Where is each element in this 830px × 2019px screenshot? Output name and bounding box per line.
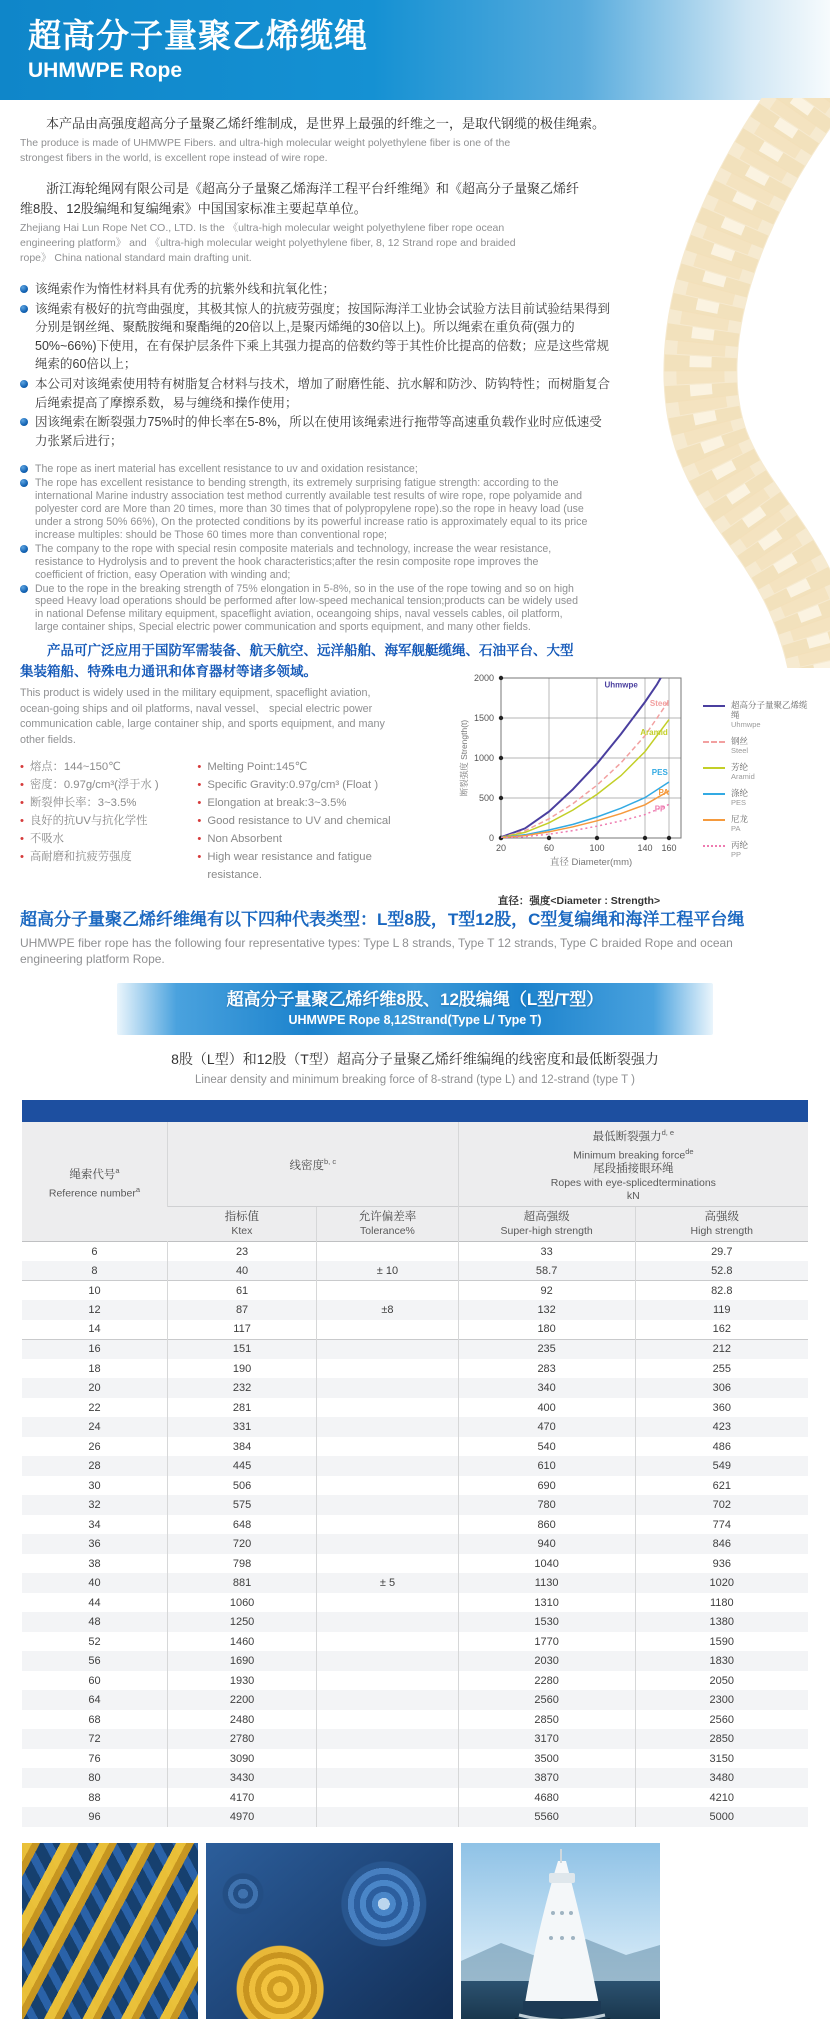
cell-super-high: 1040 [458, 1554, 635, 1574]
table-row [22, 1593, 808, 1613]
cell-high: 549 [635, 1456, 808, 1476]
application-paragraph-en: This product is widely used in the military equipment, spaceflight aviation, ocean-going ships and oil platforms, naval vessel、 special electric power communication cable, large container ship, and sports equipment, and many other fields. [20, 687, 385, 746]
cell-high: 1830 [635, 1651, 808, 1671]
legend-swatch [703, 793, 725, 795]
cell-reference: 8 [91, 1264, 98, 1277]
table-row [22, 1768, 808, 1788]
cell-high: 621 [635, 1476, 808, 1496]
cell-super-high: 470 [458, 1417, 635, 1437]
bullet-icon [20, 418, 28, 426]
cell-reference: 38 [88, 1557, 101, 1570]
cell-high: 29.7 [635, 1242, 808, 1262]
table-row [22, 1690, 808, 1710]
cell-ktex: 4970 [167, 1807, 316, 1827]
table-row [22, 1300, 808, 1320]
cell-high: 1180 [635, 1593, 808, 1613]
property-item: • 断裂伸长率：3~3.5% [20, 794, 197, 812]
cell-reference: 20 [88, 1382, 101, 1395]
legend-swatch [703, 705, 725, 707]
cell-reference: 48 [88, 1616, 101, 1629]
cell-super-high: 690 [458, 1476, 635, 1496]
cell-super-high: 3500 [458, 1749, 635, 1769]
property-item: • 熔点：144~150℃ [20, 758, 197, 776]
feature-bullets-en [20, 463, 588, 634]
diameter-strength-chart [455, 668, 703, 886]
cell-high: 360 [635, 1398, 808, 1418]
photo-ship [461, 1843, 660, 2019]
cell-reference: 16 [22, 1339, 167, 1359]
cell-reference: 68 [88, 1713, 101, 1726]
cell-tolerance [317, 1534, 458, 1554]
table-row [22, 1378, 808, 1398]
property-list-en [197, 758, 420, 884]
chart-series-label: PA [658, 787, 669, 797]
cell-ktex: 648 [167, 1515, 316, 1535]
cell-reference: 60 [88, 1674, 101, 1687]
cell-tolerance [317, 1515, 458, 1535]
legend-item: 超高分子量聚乙烯缆绳 Uhmwpe [703, 700, 815, 729]
cell-reference: 88 [88, 1791, 101, 1804]
cell-high: 423 [635, 1417, 808, 1437]
cell-high: 212 [635, 1339, 808, 1359]
table-row [22, 1612, 808, 1632]
cell-super-high: 780 [458, 1495, 635, 1515]
application-and-chart-section [20, 640, 810, 908]
property-item: • Elongation at break:3~3.5% [197, 794, 420, 812]
cell-ktex: 232 [167, 1378, 316, 1398]
table-row [22, 1534, 808, 1554]
cell-ktex: 117 [167, 1320, 316, 1340]
table-row [22, 1437, 808, 1457]
table-row [22, 1495, 808, 1515]
cell-tolerance [317, 1729, 458, 1749]
svg-text:500: 500 [478, 793, 494, 804]
table-row [22, 1320, 808, 1340]
svg-text:1000: 1000 [473, 753, 494, 764]
cell-super-high: 33 [458, 1242, 635, 1262]
cell-high: 1020 [635, 1573, 808, 1593]
cell-tolerance [317, 1495, 458, 1515]
cell-tolerance [317, 1398, 458, 1418]
legend-swatch [703, 845, 725, 847]
col-header-ktex: 指标值 Ktex [167, 1207, 316, 1242]
cell-super-high: 58.7 [458, 1261, 635, 1281]
cell-ktex: 1250 [167, 1612, 316, 1632]
cell-reference: 56 [88, 1655, 101, 1668]
table-row [22, 1788, 808, 1808]
cell-super-high: 2280 [458, 1671, 635, 1691]
cell-reference: 22 [88, 1401, 101, 1414]
legend-item: 丙纶 PP [703, 840, 815, 859]
cell-ktex: 1060 [167, 1593, 316, 1613]
col-header-linear-density: 线密度$^{b, c}$ [167, 1122, 458, 1207]
cell-super-high: 940 [458, 1534, 635, 1554]
bullet-icon [20, 585, 28, 593]
cell-super-high: 340 [458, 1378, 635, 1398]
cell-tolerance [317, 1632, 458, 1652]
bullet-item: 因该绳索在断裂强力75%时的伸长率在5-8%，所以在使用该绳索进行拖带等高速重负载作业时应低速受力张紧后进行； [20, 413, 612, 450]
cell-reference: 72 [88, 1733, 101, 1746]
cell-high: 1380 [635, 1612, 808, 1632]
rope-types-cn: 超高分子量聚乙烯纤维绳有以下四种代表类型：L型8股，T型12股，C型复编绳和海洋工程平台绳 [20, 910, 745, 930]
cell-ktex: 1460 [167, 1632, 316, 1652]
cell-high: 2300 [635, 1690, 808, 1710]
cell-tolerance [317, 1339, 458, 1359]
cell-high: 3150 [635, 1749, 808, 1769]
cell-tolerance [317, 1690, 458, 1710]
table-row [22, 1554, 808, 1574]
table-row [22, 1710, 808, 1730]
legend-swatch [703, 767, 725, 769]
cell-high: 936 [635, 1554, 808, 1574]
bullet-item: The company to the rope with special resin composite materials and technology, increase the wear resistance, resistance to Hydrolysis and to prevent the hook characteristics;after the resin composite rope improves the coefficient of friction, easy Operation with winding and; [20, 543, 588, 582]
cell-ktex: 3430 [167, 1768, 316, 1788]
cell-super-high: 2030 [458, 1651, 635, 1671]
table-row [22, 1339, 808, 1359]
cell-high: 1590 [635, 1632, 808, 1652]
bullet-item: The rope as inert material has excellent resistance to uv and oxidation resistance; [20, 463, 588, 476]
bullet-item: Due to the rope in the breaking strength of 75% elongation in 5-8%, so in the use of the rope towing and so on high speed Heavy load operations should be performed after low-speed mechanical tension;products can be widely used in national Defense military equipment, spaceflight aviation, oceangoing ships, naval vessels cables, oil platform, large container ships, Special electric power communication and sports equipment, and many other fields. [20, 583, 588, 635]
legend-swatch [703, 819, 725, 821]
svg-text:2000: 2000 [473, 673, 494, 684]
svg-text:断裂强度 Strength(t): 断裂强度 Strength(t) [459, 719, 469, 797]
rope-types-en: UHMWPE fiber rope has the following four representative types: Type L 8 strands, Type T 12 strands, Type C braided Rope and ocean engineering platform Rope. [20, 936, 733, 967]
table-row [22, 1729, 808, 1749]
cell-high: 702 [635, 1495, 808, 1515]
table-row [22, 1651, 808, 1671]
cell-tolerance [317, 1612, 458, 1632]
bullet-icon [20, 380, 28, 388]
cell-ktex: 506 [167, 1476, 316, 1496]
feature-bullets-cn [20, 280, 612, 450]
cell-tolerance [317, 1378, 458, 1398]
cell-super-high: 2560 [458, 1690, 635, 1710]
cell-super-high: 235 [458, 1339, 635, 1359]
cell-tolerance [317, 1651, 458, 1671]
cell-ktex: 3090 [167, 1749, 316, 1769]
table-row [22, 1242, 808, 1262]
property-item: • 不吸水 [20, 830, 197, 848]
table-row [22, 1632, 808, 1652]
cell-super-high: 610 [458, 1456, 635, 1476]
chart-series-label: Uhmwpe [604, 680, 638, 690]
chart-series-label: Aramid [640, 727, 668, 737]
chart-series-label: PES [651, 767, 668, 777]
cell-reference: 34 [88, 1518, 101, 1531]
cell-tolerance: ± 10 [317, 1261, 458, 1281]
table-top-band [22, 1100, 808, 1122]
property-item: • 密度：0.97g/cm³(浮于水 ) [20, 776, 197, 794]
cell-ktex: 720 [167, 1534, 316, 1554]
page-header [0, 0, 830, 100]
photo-rope-closeup [22, 1843, 198, 2019]
cell-reference: 40 [88, 1577, 101, 1590]
cell-high: 846 [635, 1534, 808, 1554]
photo-rope-coils [206, 1843, 453, 2019]
cell-reference: 26 [88, 1440, 101, 1453]
svg-text:140: 140 [637, 843, 653, 854]
table-row [22, 1417, 808, 1437]
cell-reference: 10 [22, 1281, 167, 1301]
cell-ktex: 61 [167, 1281, 316, 1301]
cell-tolerance [317, 1671, 458, 1691]
cell-super-high: 3170 [458, 1729, 635, 1749]
chart-series-label: PP [654, 804, 666, 814]
cell-reference: 96 [88, 1811, 101, 1824]
cell-super-high: 5560 [458, 1807, 635, 1827]
cell-super-high: 2850 [458, 1710, 635, 1730]
bullet-item: 本公司对该绳索使用特有树脂复合材料与技术，增加了耐磨性能、抗水解和防沙、防钩特性；而树脂复合后绳索提高了摩擦系数，易与缠绕和操作使用； [20, 375, 612, 412]
table-subtitle [0, 1049, 830, 1088]
bullet-item: 该绳索有极好的抗弯曲强度，其极其惊人的抗疲劳强度；按国际海洋工业协会试验方法目前试验结果得到分别是钢丝绳、聚酰胺绳和聚酯绳的20倍以上,是聚丙烯绳的30倍以上)。所以绳索在重负荷(强力的50%~66%)下使用，在有保护层条件下乘上其强力提高的倍数约等于其性价比提高的倍数；应是这些常规绳索的60倍以上； [20, 300, 612, 374]
table-subtitle-cn: 8股（L型）和12股（T型）超高分子量聚乙烯纤维编绳的线密度和最低断裂强力 [171, 1051, 659, 1068]
cell-tolerance [317, 1807, 458, 1827]
legend-item: 芳纶 Aramid [703, 762, 815, 781]
property-item: • High wear resistance and fatigue resistance. [197, 848, 420, 884]
cell-high: 3480 [635, 1768, 808, 1788]
cell-ktex: 445 [167, 1456, 316, 1476]
cell-reference: 12 [88, 1304, 101, 1317]
chart-caption: 直径：强度<Diameter : Strength> [497, 895, 661, 908]
svg-text:直径 Diameter(mm): 直径 Diameter(mm) [549, 857, 633, 869]
cell-reference: 52 [88, 1635, 101, 1648]
cell-ktex: 2480 [167, 1710, 316, 1730]
table-row [22, 1281, 808, 1301]
bullet-item: 该绳索作为惰性材料具有优秀的抗紫外线和抗氧化性； [20, 280, 612, 299]
bullet-icon [20, 479, 28, 487]
cell-reference: 18 [88, 1362, 101, 1375]
bullet-icon [20, 465, 28, 473]
cell-tolerance [317, 1281, 458, 1301]
property-item: • Good resistance to UV and chemical [197, 812, 420, 830]
cell-super-high: 1310 [458, 1593, 635, 1613]
property-list-cn [20, 758, 197, 884]
table-row [22, 1398, 808, 1418]
cell-reference: 6 [91, 1245, 98, 1258]
svg-text:160: 160 [661, 843, 677, 854]
table-row [22, 1456, 808, 1476]
property-item: • Melting Point:145℃ [197, 758, 420, 776]
cell-reference: 80 [88, 1772, 101, 1785]
cell-ktex: 2780 [167, 1729, 316, 1749]
cell-super-high: 4680 [458, 1788, 635, 1808]
cell-ktex: 40 [167, 1261, 316, 1281]
cell-high: 255 [635, 1359, 808, 1379]
cell-ktex: 281 [167, 1398, 316, 1418]
cell-high: 306 [635, 1378, 808, 1398]
cell-ktex: 87 [167, 1300, 316, 1320]
col-header-tolerance: 允许偏差率 Tolerance% [317, 1207, 458, 1242]
cell-tolerance: ±8 [317, 1300, 458, 1320]
strength-chart-block [455, 668, 815, 908]
cell-reference: 14 [88, 1323, 101, 1336]
cell-high: 2560 [635, 1710, 808, 1730]
photo-strip [0, 1843, 830, 2019]
cell-ktex: 23 [167, 1242, 316, 1262]
cell-high: 82.8 [635, 1281, 808, 1301]
bullet-item: The rope has excellent resistance to bending strength, its extremely surprising fatigue strength: according to the international Marine industry association test method currently available test results of wire rope, rope polyamide and polyester cord are More than 20 times, more than 30 times that of polypropylene rope).so the rope in heavy load (use under a strong 50% 66%), On the protected conditions by its powerful increase ratio is approximately equal to its price increase multiples: should be Those 60 times more than conventional rope; [20, 477, 588, 542]
svg-text:0: 0 [488, 833, 494, 844]
cell-reference: 24 [88, 1421, 101, 1434]
chart-legend [703, 668, 815, 908]
cell-tolerance [317, 1554, 458, 1574]
cell-super-high: 180 [458, 1320, 635, 1340]
legend-item: 涤纶 PES [703, 788, 815, 807]
cell-tolerance [317, 1456, 458, 1476]
rope-types-section [20, 908, 810, 967]
table-row [22, 1807, 808, 1827]
page-title-en: UHMWPE Rope [28, 59, 182, 82]
cell-ktex: 4170 [167, 1788, 316, 1808]
cell-tolerance [317, 1710, 458, 1730]
cell-high: 2050 [635, 1671, 808, 1691]
col-header-high: 高强级 High strength [635, 1207, 808, 1242]
svg-text:60: 60 [543, 843, 555, 854]
company-paragraph-en: Zhejiang Hai Lun Rope Net CO., LTD. Is the 《ultra-high molecular weight polyethylene fiber rope ocean engineering platform》 and 《ultra-high molecular weight polyethylene fiber, 8, 12 Strand rope and braided rope》 China national standard main drafting unit. [20, 222, 516, 264]
bullet-icon [20, 545, 28, 553]
table-row [22, 1359, 808, 1379]
property-item: • 良好的抗UV与抗化学性 [20, 812, 197, 830]
cell-ktex: 151 [167, 1339, 316, 1359]
chart-series-label: Steel [649, 699, 669, 709]
cell-reference: 64 [88, 1694, 101, 1707]
ship-illustration [461, 1843, 660, 2019]
table-subtitle-en: Linear density and minimum breaking force of 8-strand (type L) and 12-strand (type T ) [195, 1074, 635, 1087]
cell-tolerance [317, 1476, 458, 1496]
spec-table-wrap [22, 1100, 808, 1827]
cell-reference: 32 [88, 1499, 101, 1512]
svg-text:100: 100 [589, 843, 605, 854]
table-row [22, 1573, 808, 1593]
cell-high: 52.8 [635, 1261, 808, 1281]
property-item: • 高耐磨和抗疲劳强度 [20, 848, 197, 866]
application-paragraph-cn: 产品可广泛应用于国防军需装备、航天航空、远洋船舶、海军舰艇缆绳、石油平台、大型集装箱船、特殊电力通讯和体育器材等诸多领域。 [20, 643, 574, 680]
legend-swatch [703, 741, 725, 743]
cell-reference: 76 [88, 1752, 101, 1765]
cell-super-high: 92 [458, 1281, 635, 1301]
cell-high: 4210 [635, 1788, 808, 1808]
cell-high: 486 [635, 1437, 808, 1457]
intro-paragraph-cn: 本产品由高强度超高分子量聚乙烯纤维制成，是世界上最强的纤维之一，是取代钢缆的极佳绳索。 [46, 116, 606, 131]
cell-super-high: 1530 [458, 1612, 635, 1632]
cell-tolerance [317, 1768, 458, 1788]
page-title-cn: 超高分子量聚乙烯缆绳 [28, 17, 368, 54]
cell-tolerance [317, 1749, 458, 1769]
cell-tolerance [317, 1593, 458, 1613]
cell-high: 162 [635, 1320, 808, 1340]
section-banner [117, 983, 713, 1035]
cell-super-high: 860 [458, 1515, 635, 1535]
cell-reference: 36 [88, 1538, 101, 1551]
cell-super-high: 540 [458, 1437, 635, 1457]
property-item: • Non Absorbent [197, 830, 420, 848]
cell-reference: 44 [88, 1596, 101, 1609]
cell-high: 774 [635, 1515, 808, 1535]
banner-title-en: UHMWPE Rope 8,12Strand(Type L/ Type T) [288, 1013, 542, 1028]
cell-super-high: 132 [458, 1300, 635, 1320]
cell-high: 119 [635, 1300, 808, 1320]
cell-tolerance [317, 1242, 458, 1262]
legend-item: 尼龙 PA [703, 814, 815, 833]
cell-ktex: 798 [167, 1554, 316, 1574]
cell-tolerance [317, 1788, 458, 1808]
cell-super-high: 283 [458, 1359, 635, 1379]
col-header-breaking-force: 最低断裂强力$^{d, e}$ Minimum breaking force$^{de}$ 尾段插接眼环绳 Ropes with eye-splicedterminations kN [458, 1122, 808, 1207]
cell-ktex: 575 [167, 1495, 316, 1515]
table-row [22, 1261, 808, 1281]
cell-ktex: 384 [167, 1437, 316, 1457]
bullet-icon [20, 305, 28, 313]
cell-reference: 28 [88, 1460, 101, 1473]
cell-super-high: 1130 [458, 1573, 635, 1593]
table-row [22, 1515, 808, 1535]
page-body [0, 100, 830, 967]
spec-table [22, 1122, 808, 1827]
cell-high: 2850 [635, 1729, 808, 1749]
cell-super-high: 1770 [458, 1632, 635, 1652]
cell-high: 5000 [635, 1807, 808, 1827]
cell-ktex: 881 [167, 1573, 316, 1593]
cell-reference: 30 [88, 1479, 101, 1492]
cell-ktex: 2200 [167, 1690, 316, 1710]
legend-item: 钢丝 Steel [703, 736, 815, 755]
intro-paragraph-en: The produce is made of UHMWPE Fibers. and ultra-high molecular weight polyethylene fiber is one of the strongest fibers in the world, is excellent rope instead of wire rope. [20, 137, 511, 164]
property-item: • Specific Gravity:0.97g/cm³ (Float ) [197, 776, 420, 794]
cell-tolerance [317, 1417, 458, 1437]
banner-title-cn: 超高分子量聚乙烯纤维8股、12股编绳（L型/T型） [226, 990, 604, 1010]
cell-tolerance: ± 5 [317, 1573, 458, 1593]
col-header-reference: 绳索代号$^a$ Reference number$^a$ [22, 1122, 167, 1242]
cell-tolerance [317, 1359, 458, 1379]
table-row [22, 1749, 808, 1769]
company-paragraph-cn: 浙江海轮绳网有限公司是《超高分子量聚乙烯海洋工程平台纤维绳》和《超高分子量聚乙烯纤维8股、12股编绳和复编绳索》中国国家标准主要起草单位。 [20, 181, 580, 216]
table-row [22, 1671, 808, 1691]
cell-ktex: 331 [167, 1417, 316, 1437]
svg-text:1500: 1500 [473, 713, 494, 724]
cell-ktex: 1930 [167, 1671, 316, 1691]
cell-tolerance [317, 1320, 458, 1340]
table-row [22, 1476, 808, 1496]
col-header-super-high: 超高强级 Super-high strength [458, 1207, 635, 1242]
cell-ktex: 190 [167, 1359, 316, 1379]
cell-super-high: 3870 [458, 1768, 635, 1788]
property-lists [20, 758, 420, 884]
cell-tolerance [317, 1437, 458, 1457]
bullet-icon [20, 285, 28, 293]
cell-super-high: 400 [458, 1398, 635, 1418]
svg-text:20: 20 [495, 843, 507, 854]
cell-ktex: 1690 [167, 1651, 316, 1671]
